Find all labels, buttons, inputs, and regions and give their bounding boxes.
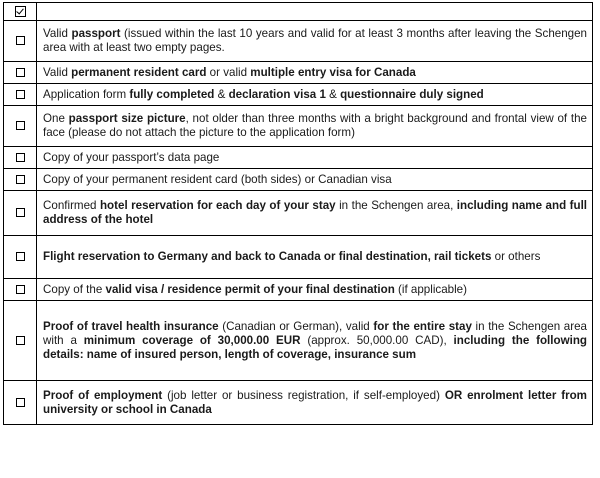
checklist-row [4,62,593,84]
requirement-plain-text: (approx. 50,000.00 CAD), [300,333,454,347]
requirement-bold-text: permanent resident card [71,65,207,79]
requirement-plain-text: Copy of your passport’s data page [43,150,220,164]
checkbox-icon[interactable] [16,153,25,162]
requirement-text [37,301,593,381]
checkbox-icon[interactable] [16,121,25,130]
checked-box-icon [15,6,26,17]
requirement-plain-text: or valid [206,65,251,79]
requirement-plain-text: Application form [43,87,130,101]
checklist-row [4,236,593,279]
checkbox-icon[interactable] [16,175,25,184]
requirement-bold-text: for the entire stay [373,319,472,333]
checkbox-icon[interactable] [16,68,25,77]
requirement-plain-text: or others [491,250,541,263]
requirement-text [37,191,593,236]
requirement-plain-text: in the Schengen area, [335,199,457,212]
checkbox-cell [4,191,37,236]
checklist [3,2,593,425]
checkbox-cell [4,169,37,191]
requirement-text [37,236,593,279]
requirement-plain-text: (if applicable) [394,282,467,296]
checkbox-icon[interactable] [16,336,25,345]
requirement-plain-text: (Canadian or German), valid [218,319,374,333]
checkbox-icon[interactable] [16,208,25,217]
requirement-bold-text: passport size picture [68,112,186,125]
requirement-text [37,147,593,169]
checklist-row [4,147,593,169]
checkbox-cell [4,62,37,84]
requirement-plain-text: Valid [43,65,72,79]
checkbox-icon[interactable] [16,36,25,45]
checkbox-cell [4,381,37,425]
checkbox-icon[interactable] [16,90,25,99]
requirement-bold-text: Flight reservation to Germany and back to Canada or final destination, rail tickets [43,250,492,263]
requirement-plain-text: Copy of your permanent resident card (both sides) or Canadian visa [43,172,392,186]
checklist-row [4,191,593,236]
requirement-plain-text: , not older than three months with a bright background and frontal view of the face (please do not attach the picture to the application form) [43,112,587,139]
requirement-plain-text: in the Schengen area with a [43,319,587,347]
requirement-bold-text: OR enrolment letter from university or school in Canada [43,388,587,416]
checklist-table [3,2,593,425]
requirement-plain-text: Confirmed [43,199,100,212]
requirement-text [37,169,593,191]
requirement-text [37,279,593,301]
requirement-bold-text: declaration visa 1 [228,87,326,101]
requirement-bold-text: fully completed [129,87,215,101]
checklist-row [4,301,593,381]
checkbox-cell [4,279,37,301]
checkbox-cell [4,21,37,62]
checklist-row [4,381,593,425]
requirement-bold-text: passport [71,27,121,40]
checkbox-cell [4,147,37,169]
checkbox-cell [4,106,37,147]
header-row [4,3,593,21]
checkbox-cell [4,236,37,279]
requirement-bold-text: minimum coverage of 30,000.00 EUR [83,333,301,347]
requirement-bold-text: Proof of travel health insurance [43,319,219,333]
checkbox-icon[interactable] [16,398,25,407]
requirement-bold-text: including the following details: name of insured person, length of coverage, insurance sum [43,333,587,361]
requirement-bold-text: multiple entry visa for Canada [250,65,416,79]
requirement-plain-text: Valid [43,27,72,40]
requirement-plain-text: (issued within the last 10 years and valid for at least 3 months after leaving the Schengen area with at least two empty pages. [43,27,588,54]
requirement-bold-text: Proof of employment [43,388,163,402]
checklist-row [4,84,593,106]
checkbox-cell [4,301,37,381]
checkbox-cell [4,84,37,106]
requirement-text [37,62,593,84]
requirement-text [37,106,593,147]
header-text-cell [37,3,593,21]
checklist-row [4,21,593,62]
checklist-row [4,279,593,301]
requirement-plain-text: & [214,87,229,101]
checkbox-icon[interactable] [16,285,25,294]
requirement-plain-text: Copy of the [43,282,106,296]
requirement-bold-text: including name and full address of the hotel [43,199,588,226]
requirement-bold-text: valid visa / residence permit of your final destination [105,282,395,296]
requirement-bold-text: questionnaire duly signed [340,87,484,101]
requirement-text [37,381,593,425]
requirement-plain-text: One [43,112,69,125]
requirement-plain-text: & [325,87,341,101]
requirement-plain-text: (job letter or business registration, if self-employed) [162,388,445,402]
checklist-row [4,169,593,191]
requirement-text [37,84,593,106]
checkbox-icon[interactable] [16,252,25,261]
checklist-row [4,106,593,147]
header-checkbox-cell [4,3,37,21]
requirement-bold-text: hotel reservation for each day of your stay [99,199,336,212]
requirement-text [37,21,593,62]
